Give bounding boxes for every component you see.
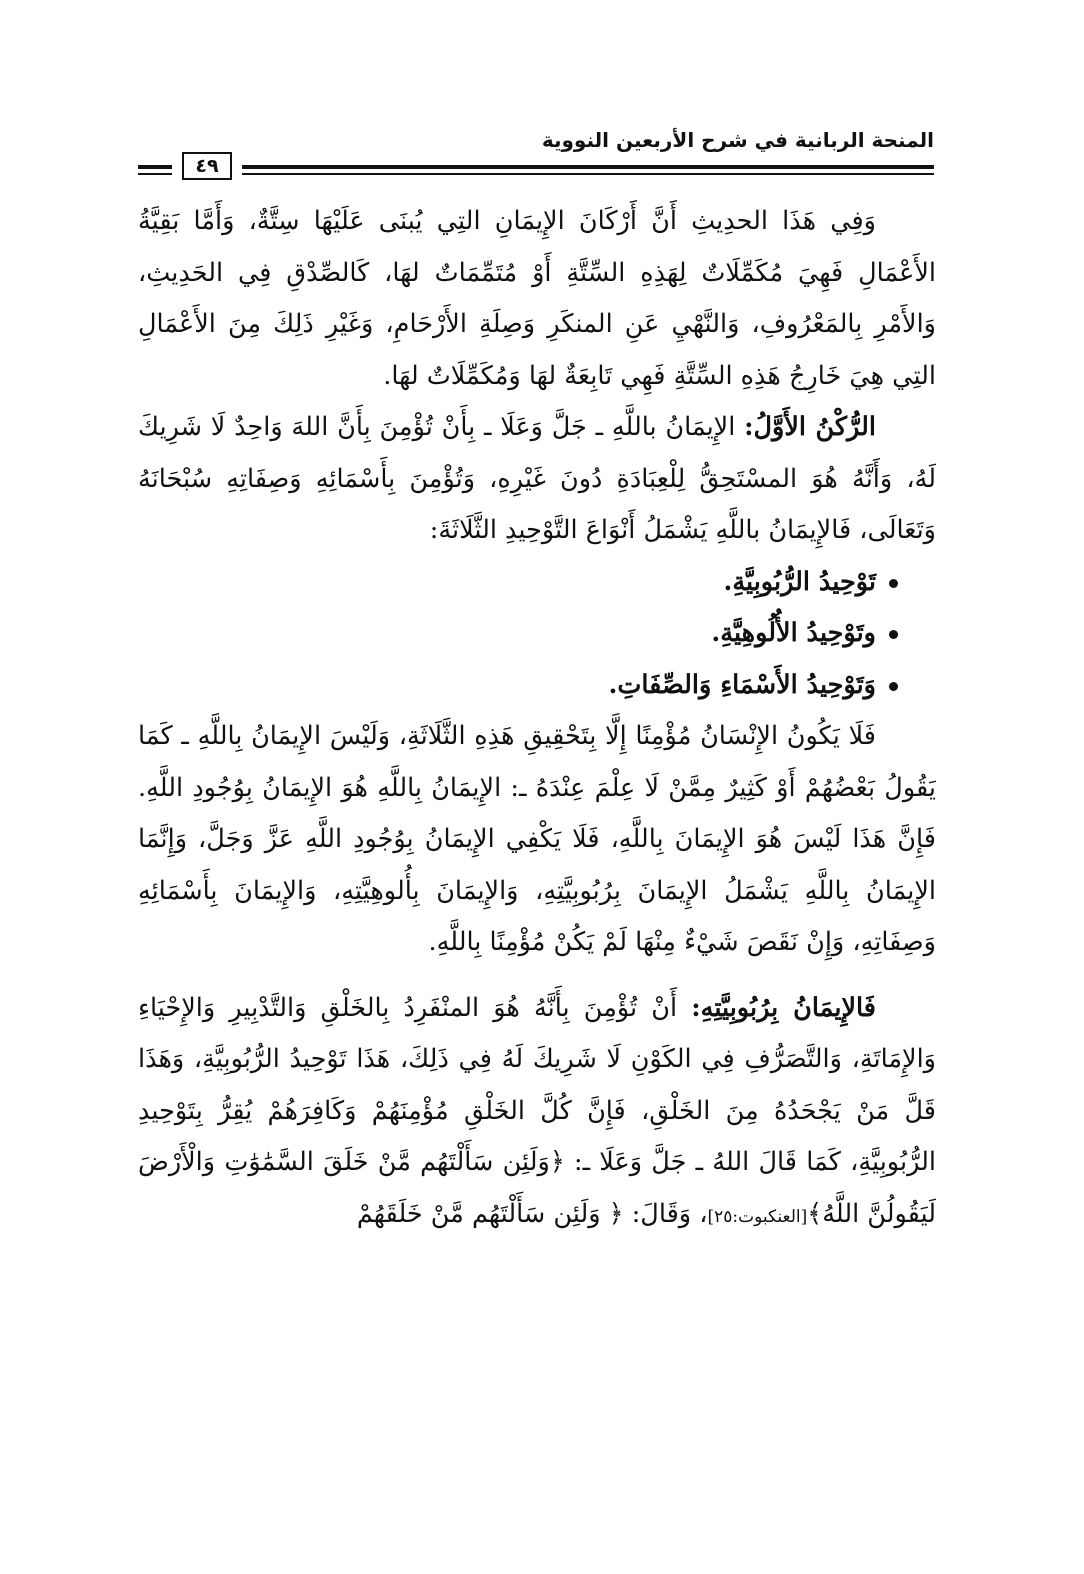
book-title: المنحة الربانية في شرح الأربعين النووية bbox=[541, 128, 934, 152]
quran-citation-1: [العنكبوت:٢٥] bbox=[707, 1206, 808, 1227]
list-item-text: وَتَوْحِيدُ الأَسْمَاءِ وَالصِّفَاتِ. bbox=[608, 669, 876, 700]
header-rule-thin bbox=[242, 173, 934, 175]
paragraph-faith-completeness: فَلَا يَكُونُ الإِنْسَانُ مُؤْمِنًا إِلَّا بِتَحْقِيقِ هَذِهِ الثَّلَاثَةِ، وَلَيْسَ الإِيمَانُ بِاللَّهِ ـ كَمَا يَقُولُ بَعْضُهُمْ أَوْ كَثِيرٌ مِمَّنْ لَا عِلْمَ عِنْدَهُ ـ: الإِيمَانُ بِاللَّهِ هُوَ الإِيمَانُ بِوُجُودِ اللَّهِ. فَإِنَّ هَذَا لَيْسَ هُوَ الإِيمَانَ بِاللَّهِ، فَلَا يَكْفِي الإِيمَانُ بِوُجُودِ اللَّهِ عَزَّ وَجَلَّ، وَإِنَّمَا الإِيمَانُ بِاللَّهِ يَشْمَلُ الإِيمَانَ بِرُبُوبِيَّتِهِ، وَالإِيمَانَ بِأُلوهِيَّتِهِ، وَالإِيمَانَ بِأَسْمَائِهِ وَصِفَاتِهِ، وَإِنْ نَقَصَ شَيْءٌ مِنْهَا لَمْ يَكُنْ مُؤْمِنًا بِاللَّهِ. bbox=[138, 721, 936, 957]
page-number: ٤٩ bbox=[182, 152, 232, 180]
header-rule-thick bbox=[242, 165, 934, 169]
bullet-dot bbox=[889, 682, 898, 691]
list-item bbox=[138, 557, 936, 609]
list-item-text: تَوْحِيدُ الرُّبُوبِيَّةِ. bbox=[723, 566, 876, 597]
quran-verse-2: ﴿ وَلَئِن سَأَلْتَهُم مَّنْ خَلَقَهُمْ bbox=[356, 1198, 624, 1229]
paragraph-hadith-pillars: وَفِي هَذَا الحدِيثِ أَنَّ أَرْكَانَ الإِيمَانِ التِي يُبنَى عَلَيْهَا سِتَّةٌ، وَأَمَّا بَقِيَّةُ الأَعْمَالِ فَهِيَ مُكَمِّلَاتٌ لِهَذِهِ السِّتَّةِ أَوْ مُتَمِّمَاتٌ لهَا، كَالصِّدْقِ فِي الحَدِيثِ، وَالأَمْرِ بِالمَعْرُوفِ، وَالنَّهْيِ عَنِ المنكَرِ وَصِلَةِ الأَرْحَامِ، وَغَيْرِ ذَلِكَ مِنَ الأَعْمَالِ التِي هِيَ خَارِجُ هَذِهِ السِّتَّةِ فَهِي تَابِعَةٌ لهَا وَمُكَمِّلَاتٌ لهَا. bbox=[138, 206, 936, 391]
list-item bbox=[138, 660, 936, 712]
page-header bbox=[138, 128, 934, 184]
header-dash-thick bbox=[138, 165, 172, 169]
rububiyyah-heading: فَالإِيمَانُ بِرُبُوبِيَّتِهِ: bbox=[691, 992, 876, 1023]
first-pillar-text: الإِيمَانُ باللَّهِ ـ جَلَّ وَعَلَا ـ بِأَنْ تُؤْمِنَ بِأَنَّ اللهَ وَاحِدٌ لَا شَرِيكَ لَهُ، وَأَنَّهُ هُوَ المسْتَحِقُّ لِلْعِبَادَةِ دُونَ غَيْرِهِ، وَتُؤْمِنَ بِأَسْمَائِهِ وَصِفَاتِهِ سُبْحَانَهُ وَتَعَالَى، فَالإِيمَانُ باللَّهِ يَشْمَلُ أَنْوَاعَ التَّوْحِيدِ الثَّلَاثَةَ: bbox=[138, 412, 936, 545]
header-dash-thin bbox=[138, 173, 172, 175]
tawhid-types-list bbox=[138, 557, 936, 712]
list-item bbox=[138, 608, 936, 660]
bullet-dot bbox=[889, 630, 898, 639]
paragraph-rububiyyah bbox=[138, 983, 936, 1244]
paragraph-first-pillar bbox=[138, 402, 936, 557]
rububiyyah-text: أَنْ تُؤْمِنَ بِأَنَّهُ هُوَ المنْفَرِدُ بِالخَلْقِ وَالتَّدْبِيرِ وَالإِحْيَاءِ وَالإِمَاتَةِ، وَالتَّصَرُّفِ فِي الكَوْنِ لَا شَرِيكَ لَهُ فِي ذَلِكَ، هَذَا تَوْحِيدُ الرُّبُوبِيَّةِ، وَهَذَا قَلَّ مَنْ يَجْحَدُهُ مِنَ الخَلْقِ، فَإِنَّ كُلَّ الخَلْقِ مُؤْمِنَهُمْ وَكَافِرَهُمْ يُقِرُّ بِتَوْحِيدِ الرُّبُوبِيَّةِ، كَمَا قَالَ اللهُ ـ جَلَّ وَعَلَا ـ: bbox=[138, 992, 936, 1177]
first-pillar-heading: الرُّكْنُ الأَوَّلُ: bbox=[744, 412, 876, 442]
bullet-dot bbox=[889, 579, 898, 588]
page-body bbox=[138, 196, 936, 1496]
list-item-text: وتَوْحِيدُ الأُلُوهِيَّةِ. bbox=[711, 618, 876, 648]
quran-verse-1: ﴿وَلَئِن سَأَلْتَهُم مَّنْ خَلَقَ السَّمَٰوَٰتِ وَالْأَرْضَ لَيَقُولُنَّ اللَّهُ﴾ bbox=[138, 1147, 936, 1229]
rububiyyah-tail: ، وَقَالَ: bbox=[623, 1198, 708, 1229]
